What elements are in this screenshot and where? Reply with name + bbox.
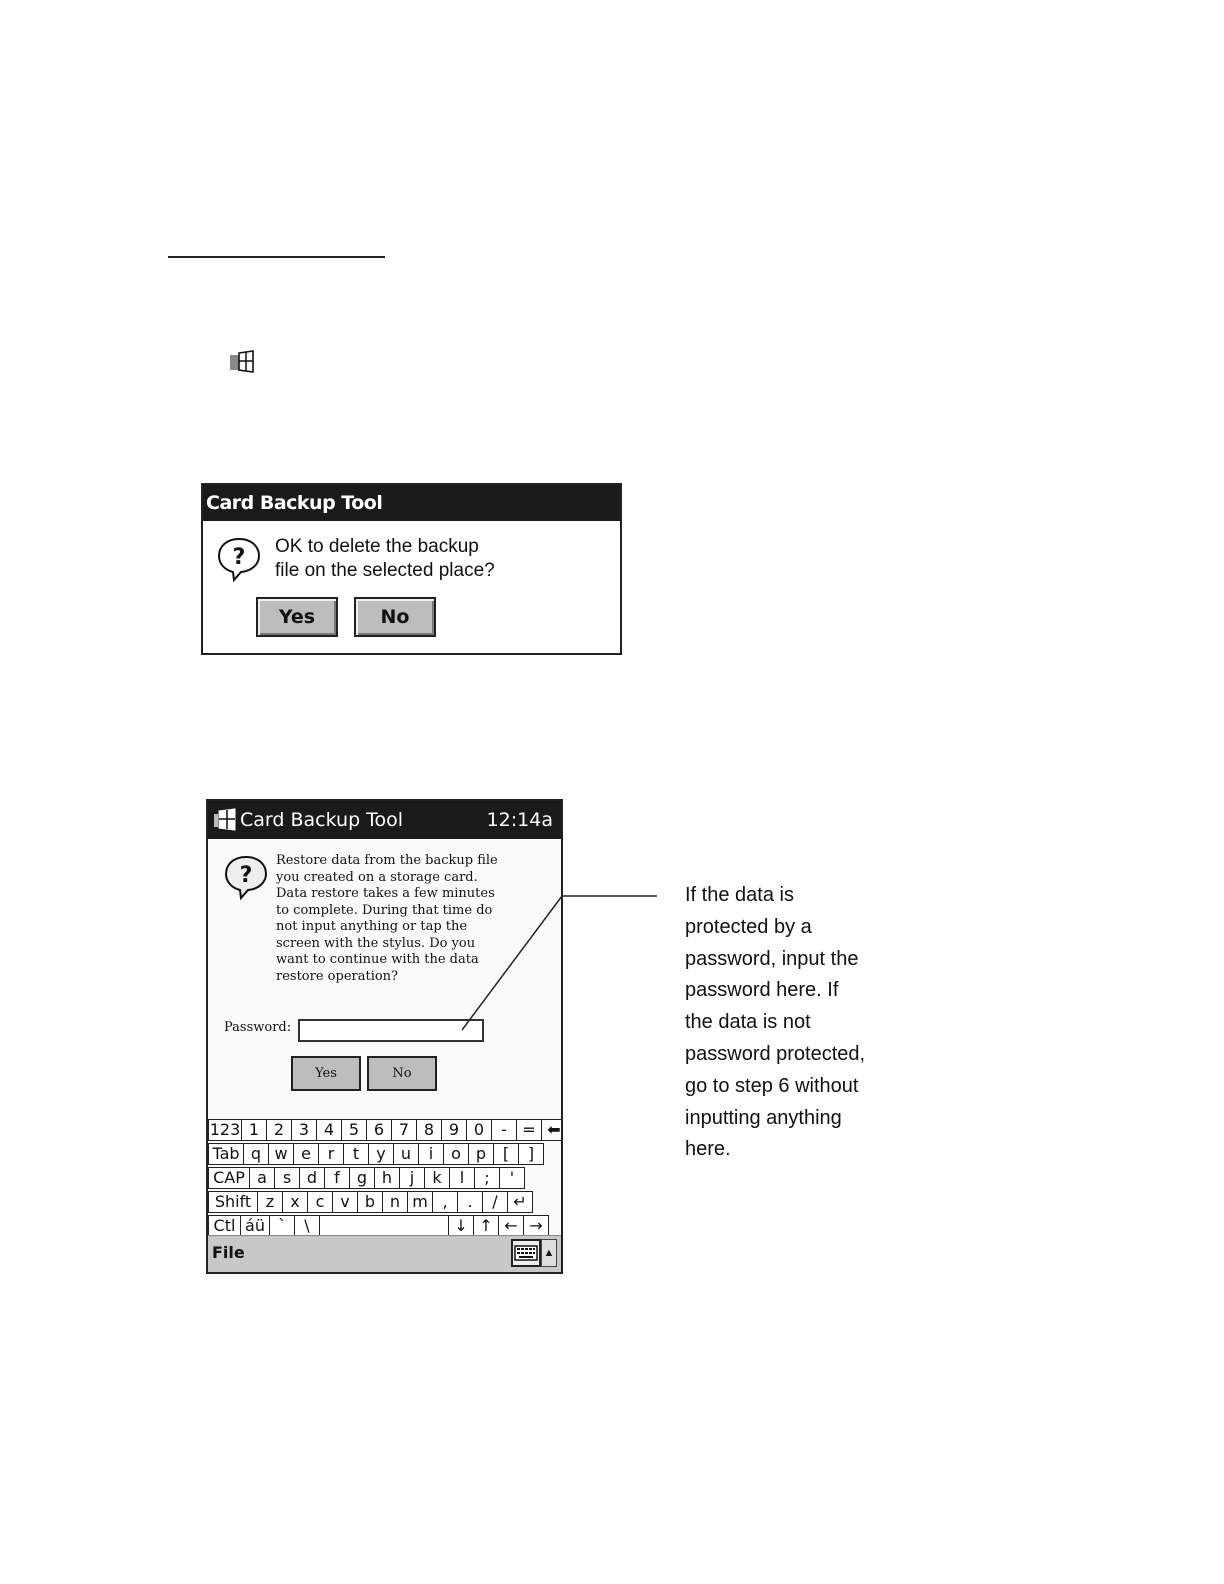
keyboard-row bbox=[208, 1119, 563, 1143]
keyboard-key[interactable]: 1 bbox=[241, 1119, 267, 1141]
keyboard-key[interactable] bbox=[319, 1215, 449, 1237]
keyboard-key[interactable]: m bbox=[407, 1191, 433, 1213]
keyboard-key[interactable]: ← bbox=[498, 1215, 524, 1237]
callout-line: go to step 6 without bbox=[685, 1074, 859, 1097]
message-line: you created on a storage card. bbox=[276, 869, 478, 885]
keyboard-key[interactable]: / bbox=[482, 1191, 508, 1213]
keyboard-key[interactable]: j bbox=[399, 1167, 425, 1189]
keyboard-key[interactable]: y bbox=[368, 1143, 394, 1165]
keyboard-key[interactable]: f bbox=[324, 1167, 350, 1189]
keyboard-key[interactable]: \ bbox=[294, 1215, 320, 1237]
keyboard-key[interactable]: 6 bbox=[366, 1119, 392, 1141]
message-line: file on the selected place? bbox=[275, 560, 495, 581]
section-rule bbox=[168, 256, 385, 258]
callout-line: inputting anything bbox=[685, 1106, 842, 1129]
keyboard-key[interactable]: n bbox=[382, 1191, 408, 1213]
dialog-title: Card Backup Tool bbox=[203, 485, 620, 521]
keyboard-row bbox=[208, 1191, 532, 1215]
keyboard-key[interactable]: v bbox=[332, 1191, 358, 1213]
start-menu-icon[interactable] bbox=[213, 808, 237, 832]
keyboard-key[interactable]: 2 bbox=[266, 1119, 292, 1141]
keyboard-key[interactable]: x bbox=[282, 1191, 308, 1213]
keyboard-key[interactable]: ↑ bbox=[473, 1215, 499, 1237]
file-menu[interactable]: File bbox=[212, 1243, 245, 1262]
callout-line: password here. If bbox=[685, 979, 839, 1002]
keyboard-key[interactable]: ` bbox=[269, 1215, 295, 1237]
keyboard-key[interactable]: 5 bbox=[341, 1119, 367, 1141]
keyboard-icon[interactable] bbox=[511, 1239, 541, 1267]
keyboard-key[interactable]: q bbox=[243, 1143, 269, 1165]
keyboard-key[interactable]: ] bbox=[518, 1143, 544, 1165]
keyboard-key[interactable]: → bbox=[523, 1215, 549, 1237]
message-line: OK to delete the backup bbox=[275, 536, 479, 557]
callout-line: If the data is bbox=[685, 884, 794, 906]
keyboard-key[interactable]: 7 bbox=[391, 1119, 417, 1141]
keyboard-key[interactable]: = bbox=[516, 1119, 542, 1141]
keyboard-key[interactable]: l bbox=[449, 1167, 475, 1189]
keyboard-key[interactable]: 9 bbox=[441, 1119, 467, 1141]
callout-line: the data is not bbox=[685, 1011, 811, 1034]
keyboard-key[interactable]: u bbox=[393, 1143, 419, 1165]
keyboard-key[interactable]: g bbox=[349, 1167, 375, 1189]
question-bubble-icon bbox=[215, 535, 263, 583]
keyboard-key[interactable]: d bbox=[299, 1167, 325, 1189]
keyboard-key[interactable]: 8 bbox=[416, 1119, 442, 1141]
keyboard-key[interactable]: k bbox=[424, 1167, 450, 1189]
keyboard-key[interactable]: . bbox=[457, 1191, 483, 1213]
app-title: Card Backup Tool bbox=[240, 809, 404, 831]
windows-start-icon bbox=[229, 350, 255, 374]
dialog-message bbox=[275, 535, 495, 583]
keyboard-key[interactable]: 123 bbox=[209, 1120, 241, 1139]
keyboard-key[interactable]: a bbox=[249, 1167, 275, 1189]
message-line: Data restore takes a few minutes bbox=[276, 886, 495, 901]
callout-line: protected by a bbox=[685, 915, 812, 938]
keyboard-key[interactable]: Tab bbox=[208, 1143, 244, 1165]
keyboard-key[interactable]: ' bbox=[499, 1167, 525, 1189]
message-line: want to continue with the data bbox=[276, 952, 479, 967]
yes-button[interactable]: Yes bbox=[291, 1056, 361, 1091]
keyboard-row bbox=[208, 1143, 543, 1167]
message-line: to complete. During that time do bbox=[276, 902, 493, 918]
password-input[interactable] bbox=[298, 1019, 484, 1042]
keyboard-key[interactable]: i bbox=[418, 1143, 444, 1165]
keyboard-key[interactable]: CAP bbox=[208, 1167, 250, 1189]
message-line: restore operation? bbox=[276, 968, 399, 984]
callout-line: password, input the bbox=[685, 947, 859, 970]
input-menu-arrow-icon[interactable]: ▲ bbox=[541, 1239, 557, 1267]
question-bubble-icon bbox=[222, 853, 270, 901]
message-line: not input anything or tap the bbox=[276, 919, 468, 934]
password-label: Password: bbox=[224, 1020, 292, 1035]
keyboard-key[interactable]: b bbox=[357, 1191, 383, 1213]
callout-line: password protected, bbox=[685, 1042, 866, 1065]
svg-text:?: ? bbox=[239, 863, 253, 888]
keyboard-key[interactable]: Ctl bbox=[208, 1215, 241, 1237]
keyboard-key[interactable]: h bbox=[374, 1167, 400, 1189]
keyboard-key[interactable]: áü bbox=[240, 1215, 270, 1237]
keyboard-key[interactable]: - bbox=[491, 1119, 517, 1141]
message-line: Restore data from the backup file bbox=[276, 853, 498, 868]
message-line: screen with the stylus. Do you bbox=[276, 935, 476, 951]
keyboard-key[interactable]: 0 bbox=[466, 1119, 492, 1141]
keyboard-key[interactable]: [ bbox=[493, 1143, 519, 1165]
pocket-pc-screen bbox=[206, 799, 563, 1274]
callout-text bbox=[685, 880, 895, 1166]
no-button[interactable]: No bbox=[367, 1056, 437, 1091]
delete-confirm-dialog bbox=[201, 483, 622, 655]
keyboard-key[interactable]: ⬅ bbox=[541, 1119, 563, 1141]
keyboard-key[interactable]: z bbox=[257, 1191, 283, 1213]
keyboard-key[interactable]: ; bbox=[474, 1167, 500, 1189]
clock[interactable]: 12:14a bbox=[486, 809, 553, 831]
keyboard-key[interactable]: e bbox=[293, 1143, 319, 1165]
keyboard-key[interactable]: ↵ bbox=[507, 1191, 533, 1213]
no-button[interactable]: No bbox=[354, 597, 436, 637]
keyboard-key[interactable]: 4 bbox=[316, 1119, 342, 1141]
svg-text:?: ? bbox=[232, 545, 246, 570]
menu-bar bbox=[208, 1235, 561, 1272]
keyboard-key[interactable]: t bbox=[343, 1143, 369, 1165]
restore-message bbox=[276, 853, 506, 985]
keyboard-row bbox=[208, 1167, 524, 1191]
yes-button[interactable]: Yes bbox=[256, 597, 338, 637]
keyboard-key[interactable]: c bbox=[307, 1191, 333, 1213]
keyboard-key[interactable]: r bbox=[318, 1143, 344, 1165]
keyboard-key[interactable]: s bbox=[274, 1167, 300, 1189]
keyboard-key[interactable]: w bbox=[268, 1143, 294, 1165]
keyboard-key[interactable]: p bbox=[468, 1143, 494, 1165]
keyboard-key[interactable]: 3 bbox=[291, 1119, 317, 1141]
navigation-bar bbox=[208, 801, 561, 839]
keyboard-key[interactable]: , bbox=[432, 1191, 458, 1213]
keyboard-key[interactable]: ↓ bbox=[448, 1215, 474, 1237]
keyboard-key[interactable]: Shift bbox=[208, 1191, 258, 1213]
keyboard-key[interactable]: o bbox=[443, 1143, 469, 1165]
callout-line: here. bbox=[685, 1138, 731, 1161]
